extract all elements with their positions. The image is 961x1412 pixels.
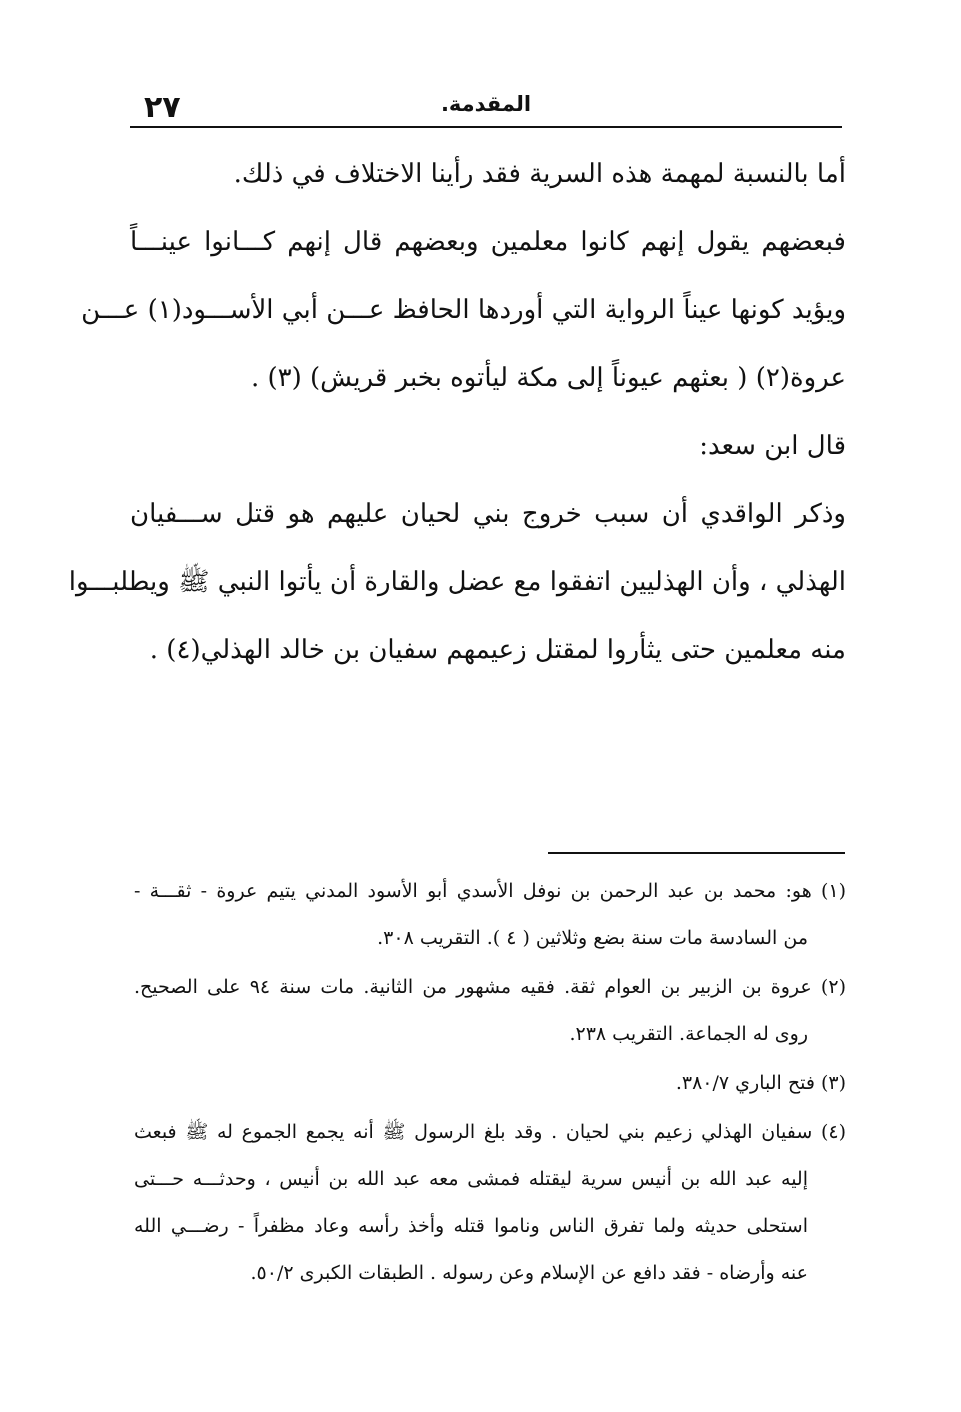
footnote-3 bbox=[134, 1060, 846, 1107]
page-header bbox=[130, 92, 842, 128]
footnotes bbox=[134, 868, 846, 1297]
main-text bbox=[68, 140, 846, 684]
footnote-line: (٣) فتح الباري ٣٨٠/٧. bbox=[675, 1072, 846, 1094]
footnote-2 bbox=[134, 964, 846, 1058]
footnote-4 bbox=[134, 1109, 846, 1297]
body-line: عروة(٢) ( بعثهم عيوناً إلى مكة ليأتوه بخبر قريش) (٣) . bbox=[250, 363, 846, 393]
footnote-line: استحلى حديثه ولما تفرق الناس وناموا قتله وأخذ رأسه وعاد مظفراً - رضـــي الله bbox=[134, 1215, 808, 1237]
footnote-line: (٢) عروة بن الزبير بن العوام ثقة. فقيه مشهور من الثانية. مات سنة ٩٤ على الصحيح. bbox=[134, 976, 846, 998]
running-title: المقدمة. bbox=[440, 92, 532, 116]
footnote-line: إليه عبد الله بن أنيس سرية ليقتله فمشى معه عبد الله بن أنيس ، وحدثـــه حـــتى bbox=[134, 1168, 808, 1190]
body-line: فبعضهم يقول إنهم كانوا معلمين وبعضهم قال إنهم كـــانوا عينـــاً bbox=[130, 227, 846, 257]
footnote-separator bbox=[548, 852, 845, 854]
body-line: قال ابن سعد: bbox=[699, 431, 846, 461]
footnote-1 bbox=[134, 868, 846, 962]
page-number: ٢٧ bbox=[144, 90, 181, 125]
body-line: الهذلي ، وأن الهذليين اتفقوا مع عضل والقارة أن يأتوا النبي ﷺ ويطلبـــوا bbox=[68, 567, 846, 597]
footnote-line: من السادسة مات سنة بضع وثلاثين ( ٤ ). التقريب ٣٠٨. bbox=[377, 927, 808, 949]
body-line: أما بالنسبة لمهمة هذه السرية فقد رأينا الاختلاف في ذلك. bbox=[233, 159, 846, 189]
footnote-line: عنه وأرضاه - فقد دافع عن الإسلام وعن رسوله . الطبقات الكبرى ٥٠/٢. bbox=[250, 1262, 808, 1284]
footnote-line: (١) هو: محمد بن عبد الرحمن بن نوفل الأسدي أبو الأسود المدني يتيم عروة - ثقـــة - bbox=[134, 880, 846, 902]
body-line: ويؤيد كونها عيناً الرواية التي أوردها الحافظ عـــن أبي الأســـود(١) عـــن bbox=[81, 295, 846, 325]
footnote-line: روى له الجماعة. التقريب ٢٣٨. bbox=[569, 1023, 808, 1045]
body-line: منه معلمين حتى يثأروا لمقتل زعيمهم سفيان بن خالد الهذلي(٤) . bbox=[149, 635, 846, 665]
body-line: وذكر الواقدي أن سبب خروج بني لحيان عليهم هو قتل ســـفيان bbox=[130, 499, 846, 529]
footnote-line: (٤) سفيان الهذلي زعيم بني لحيان . وقد بلغ الرسول ﷺ أنه يجمع الجموع له ﷺ فبعث bbox=[134, 1121, 846, 1143]
